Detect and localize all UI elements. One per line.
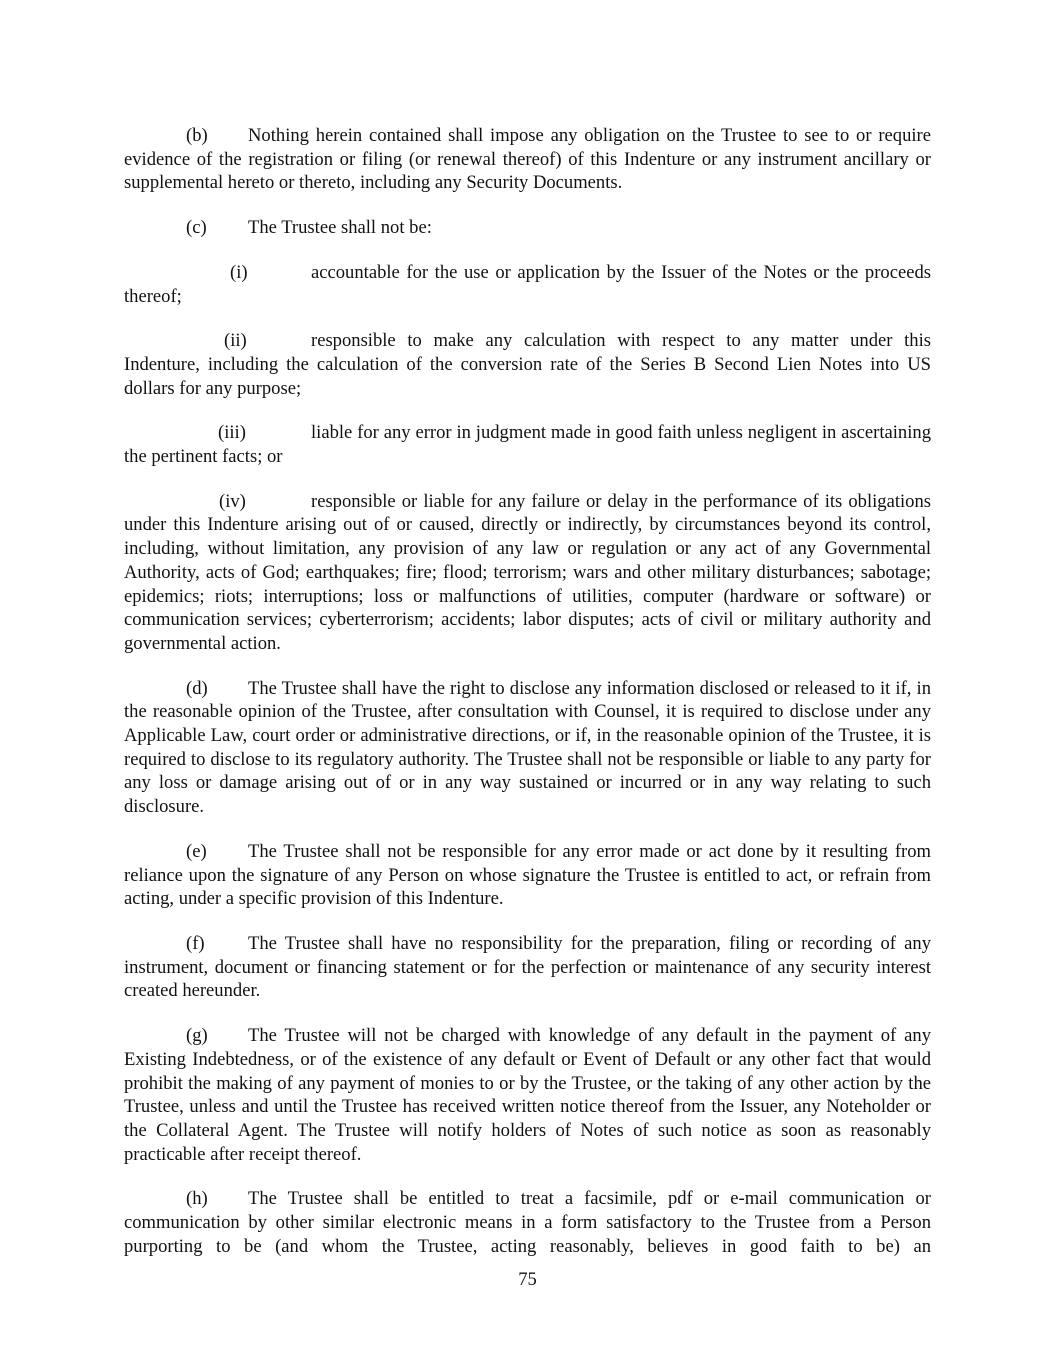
paragraph-label: (g) xyxy=(186,1025,208,1047)
subparagraph-label xyxy=(124,329,311,353)
paragraph-f xyxy=(124,932,931,1003)
paragraph-d xyxy=(124,677,931,819)
paragraph-label: (f) xyxy=(186,932,205,954)
paragraph-label: (d) xyxy=(186,677,208,699)
paragraph-text: The Trustee shall not be: xyxy=(248,217,432,239)
subparagraph-text: responsible or liable for any failure or delay in the performance of its obligations under this Indenture arising out of or caused, directly or indirectly, by circumstances beyond its control, including, without limitation, any provision of any law or regulation or any act of any Governmental Authority, acts of God; earthquakes; fire; flood; terrorism; wars and other military disturbances; sabotage; epidemics; riots; interruptions; loss or malfunctions of utilities, computer (hardware or software) or communication services; cyberterrorism; accidents; labor disputes; acts of civil or military authority and governmental action. xyxy=(124,490,931,654)
subparagraph-label-text: (iii) xyxy=(218,422,246,444)
paragraph-b xyxy=(124,124,931,195)
subparagraph-ii xyxy=(124,329,931,400)
paragraph-e xyxy=(124,840,931,911)
subparagraph-label xyxy=(124,490,311,514)
subparagraph-label-text: (ii) xyxy=(224,330,247,352)
paragraph-text: The Trustee will not be charged with knowledge of any default in the payment of any Existing Indebtedness, or of the existence of any default or Event of Default or any other fact that would prohibit the making of any payment of monies to or by the Trustee, or the taking of any other action by the Trustee, unless and until the Trustee has received written notice thereof from the Issuer, any Noteholder or the Collateral Agent. The Trustee will notify holders of Notes of such notice as soon as reasonably practicable after receipt thereof. xyxy=(124,1025,931,1165)
paragraph-text: The Trustee shall have no responsibility for the preparation, filing or recording of any instrument, document or financing statement or for the perfection or maintenance of any security interest created hereunder. xyxy=(124,932,931,1002)
subparagraph-label-text: (i) xyxy=(230,261,248,283)
subparagraph-label xyxy=(124,421,311,445)
document-page xyxy=(124,124,931,1279)
subparagraph-text: accountable for the use or application by the Issuer of the Notes or the proceeds thereof; xyxy=(124,261,931,307)
page-number: 75 xyxy=(518,1269,537,1290)
subparagraph-iv xyxy=(124,490,931,656)
paragraph-label: (h) xyxy=(186,1188,208,1210)
paragraph-h xyxy=(124,1187,931,1258)
subparagraph-label-text: (iv) xyxy=(219,490,246,512)
paragraph-text: The Trustee shall be entitled to treat a facsimile, pdf or e-mail communication or communication by other similar electronic means in a form satisfactory to the Trustee from a Person purporting to be (and whom the Trustee, acting reasonably, believes in good faith to be) an xyxy=(124,1188,931,1257)
paragraph-label: (b) xyxy=(186,125,208,146)
paragraph-label: (e) xyxy=(186,840,207,862)
subparagraph-label xyxy=(124,261,311,285)
paragraph-text: Nothing herein contained shall impose any obligation on the Trustee to see to or require evidence of the registration or filing (or renewal thereof) of this Indenture or any instrument ancillary or supplemental hereto or thereto, including any Security Documents. xyxy=(124,125,931,194)
paragraph-c xyxy=(124,216,931,240)
subparagraph-text: responsible to make any calculation with respect to any matter under this Indenture, including the calculation of the conversion rate of the Series B Second Lien Notes into US dollars for any purpose; xyxy=(124,330,931,399)
subparagraph-i xyxy=(124,261,931,308)
paragraph-text: The Trustee shall have the right to disclose any information disclosed or released to it if, in the reasonable opinion of the Trustee, after consultation with Counsel, it is required to disclose under any Applicable Law, court order or administrative directions, or if, in the reasonable opinion of the Trustee, it is required to disclose to its regulatory authority. The Trustee shall not be responsible or liable to any party for any loss or damage arising out of or in any way sustained or incurred or in any way relating to such disclosure. xyxy=(124,677,931,818)
paragraph-label: (c) xyxy=(186,217,207,239)
paragraph-text: The Trustee shall not be responsible for any error made or act done by it resulting from reliance upon the signature of any Person on whose signature the Trustee is entitled to act, or refrain from acting, under a specific provision of this Indenture. xyxy=(124,840,931,910)
subparagraph-iii xyxy=(124,421,931,468)
paragraph-g xyxy=(124,1024,931,1166)
subparagraph-text: liable for any error in judgment made in good faith unless negligent in ascertaining the pertinent facts; or xyxy=(124,422,931,468)
